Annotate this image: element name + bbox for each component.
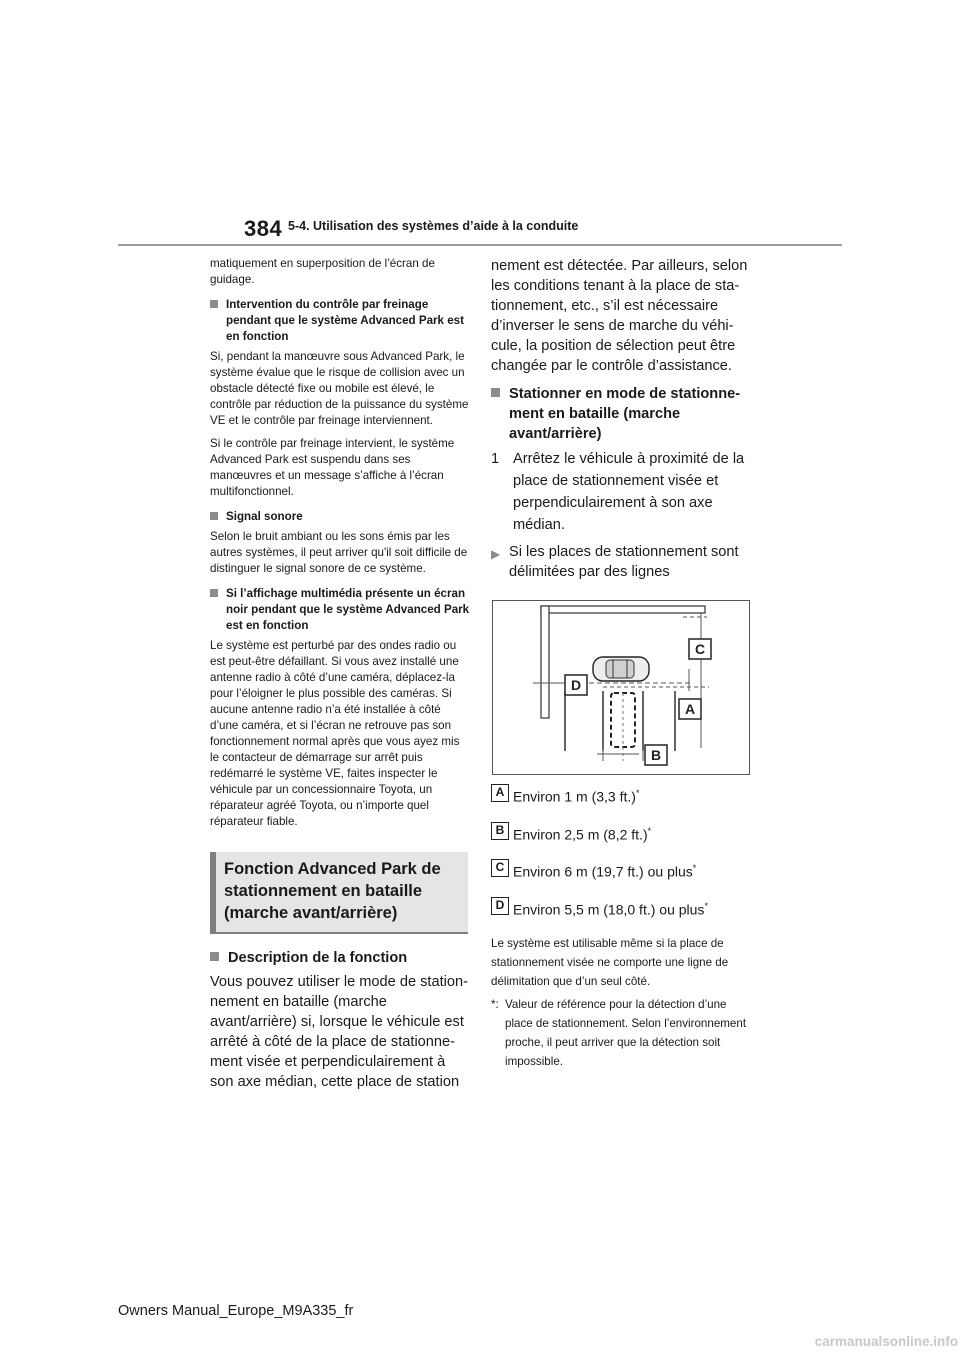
square-bullet-icon — [210, 952, 219, 961]
legend-item-c — [491, 858, 751, 882]
parking-diagram-svg — [493, 601, 749, 774]
paragraph: Vous pouvez utiliser le mode de stationnement en bataille (marche avant/arrière) si, lorsque le véhicule est arrêté à côté de la place de stationnement visée et perpendiculairement à son axe médian, cette place de station — [210, 974, 468, 1090]
arrow-item-text: Si les places de stationnement sont délimitées par des lignes — [509, 544, 739, 580]
heading-sound-signal: Signal sonore — [210, 509, 470, 525]
legend-text: Environ 1 m (3,3 ft.)* — [513, 788, 640, 805]
footnote-text: Valeur de référence pour la détection d’une place de stationnement. Selon l’environnement proche, il peut arriver que la détection soit impossible. — [505, 997, 747, 1068]
footnote-mark: *: — [491, 997, 499, 1011]
parking-diagram — [492, 600, 750, 775]
step-item — [491, 448, 751, 536]
legend-item-d — [491, 896, 751, 920]
legend-text: Environ 2,5 m (8,2 ft.)* — [513, 825, 652, 843]
svg-text:B: B — [650, 747, 662, 763]
svg-text:C: C — [694, 641, 706, 657]
wall-top — [541, 606, 705, 613]
paragraph: Le système est perturbé par des ondes radio ou est peut-être défaillant. Si vous avez installé une antenne radio à côté d’une caméra, déplacez-la pour l’éloigner le plus possible des caméras. Si aucune antenne radio n’a été installée à côté d’une caméra, et si l’écran ne retrouve pas son fonctionnement normal après que vous ayez mis le contacteur de démarrage sur arrêt puis redémarré le système VE, faites inspecter le véhicule par un concessionnaire Toyota, un réparateur agréé Toyota, ou n’importe quel réparateur fiable. — [210, 639, 460, 828]
square-bullet-icon — [210, 512, 218, 520]
label-c-box — [689, 639, 711, 659]
paragraph: Selon le bruit ambiant ou les sons émis par les autres systèmes, il peut arriver qu'il soit difficile de distinguer le signal sonore de ce système. — [210, 530, 468, 575]
wall-left — [541, 606, 549, 718]
intro-text: matiquement en superposition de l’écran de guidage. — [210, 257, 435, 286]
paragraph-continued: nement est détectée. Par ailleurs, selon les conditions tenant à la place de stationnement, etc., s’il est nécessaire d’inverser le sens de marche du véhicule, la position de sélection peut être changée par le contrôle d’assistance. — [491, 258, 748, 374]
footnote — [491, 995, 751, 1071]
label-b-box — [645, 745, 667, 765]
legend-letter: D — [491, 897, 509, 915]
legend-item-b — [491, 821, 751, 845]
right-column — [491, 256, 751, 1071]
heading-braking-control: Intervention du contrôle par freinage pendant que le système Advanced Park est en fonction — [210, 297, 470, 345]
boxed-section-heading: Fonction Advanced Park de stationnement en bataille (marche avant/arrière) — [210, 852, 468, 934]
legend-text: Environ 6 m (19,7 ft.) ou plus* — [513, 863, 697, 880]
paragraph: Si, pendant la manœuvre sous Advanced Park, le système évalue que le risque de collision avec un obstacle détecté fixe ou mobile est élevé, le contrôle par réduction de la puissance du système VE et le contrôle par freinage interviennent. — [210, 350, 469, 427]
heading-park-mode: Stationner en mode de stationnement en bataille (marche avant/arrière) — [491, 384, 751, 444]
page-number: 384 — [244, 216, 283, 241]
label-a-box — [679, 699, 701, 719]
triangle-right-icon: ▶ — [491, 547, 501, 561]
arrow-list-item — [491, 542, 751, 582]
svg-text:A: A — [684, 701, 696, 717]
step-text: Arrêtez le véhicule à proximité de la place de stationnement visée et perpendiculairement à son axe médian. — [513, 451, 745, 533]
section-title: 5-4. Utilisation des systèmes d’aide à la conduite — [288, 219, 579, 233]
legend-letter: A — [491, 784, 509, 802]
step-number: 1 — [491, 451, 500, 467]
paragraph: Si le contrôle par freinage intervient, le système Advanced Park est suspendu dans ses manœuvres et un message s’affiche à l’écran multifonctionnel. — [210, 437, 455, 498]
note-text: Le système est utilisable même si la place de stationnement visée ne comporte une ligne de délimitation que d’un seul côté. — [491, 936, 729, 988]
car-icon — [593, 657, 649, 681]
left-column — [210, 256, 470, 1098]
svg-text:D: D — [570, 677, 582, 693]
heading-function-description: Description de la fonction — [210, 948, 470, 968]
square-bullet-icon — [210, 300, 218, 308]
square-bullet-icon — [491, 388, 500, 397]
square-bullet-icon — [210, 589, 218, 597]
label-d-box — [565, 675, 587, 695]
legend-letter: C — [491, 859, 509, 877]
watermark: carmanualsonline.info — [814, 1334, 958, 1349]
footer-text: Owners Manual_Europe_M9A335_fr — [118, 1303, 354, 1319]
legend-text: Environ 5,5 m (18,0 ft.) ou plus* — [513, 900, 708, 918]
heading-black-screen: Si l’affichage multimédia présente un écran noir pendant que le système Advanced Park est en fonction — [210, 586, 470, 634]
legend-letter: B — [491, 822, 509, 840]
header-divider — [118, 244, 842, 246]
legend-item-a — [491, 783, 751, 807]
